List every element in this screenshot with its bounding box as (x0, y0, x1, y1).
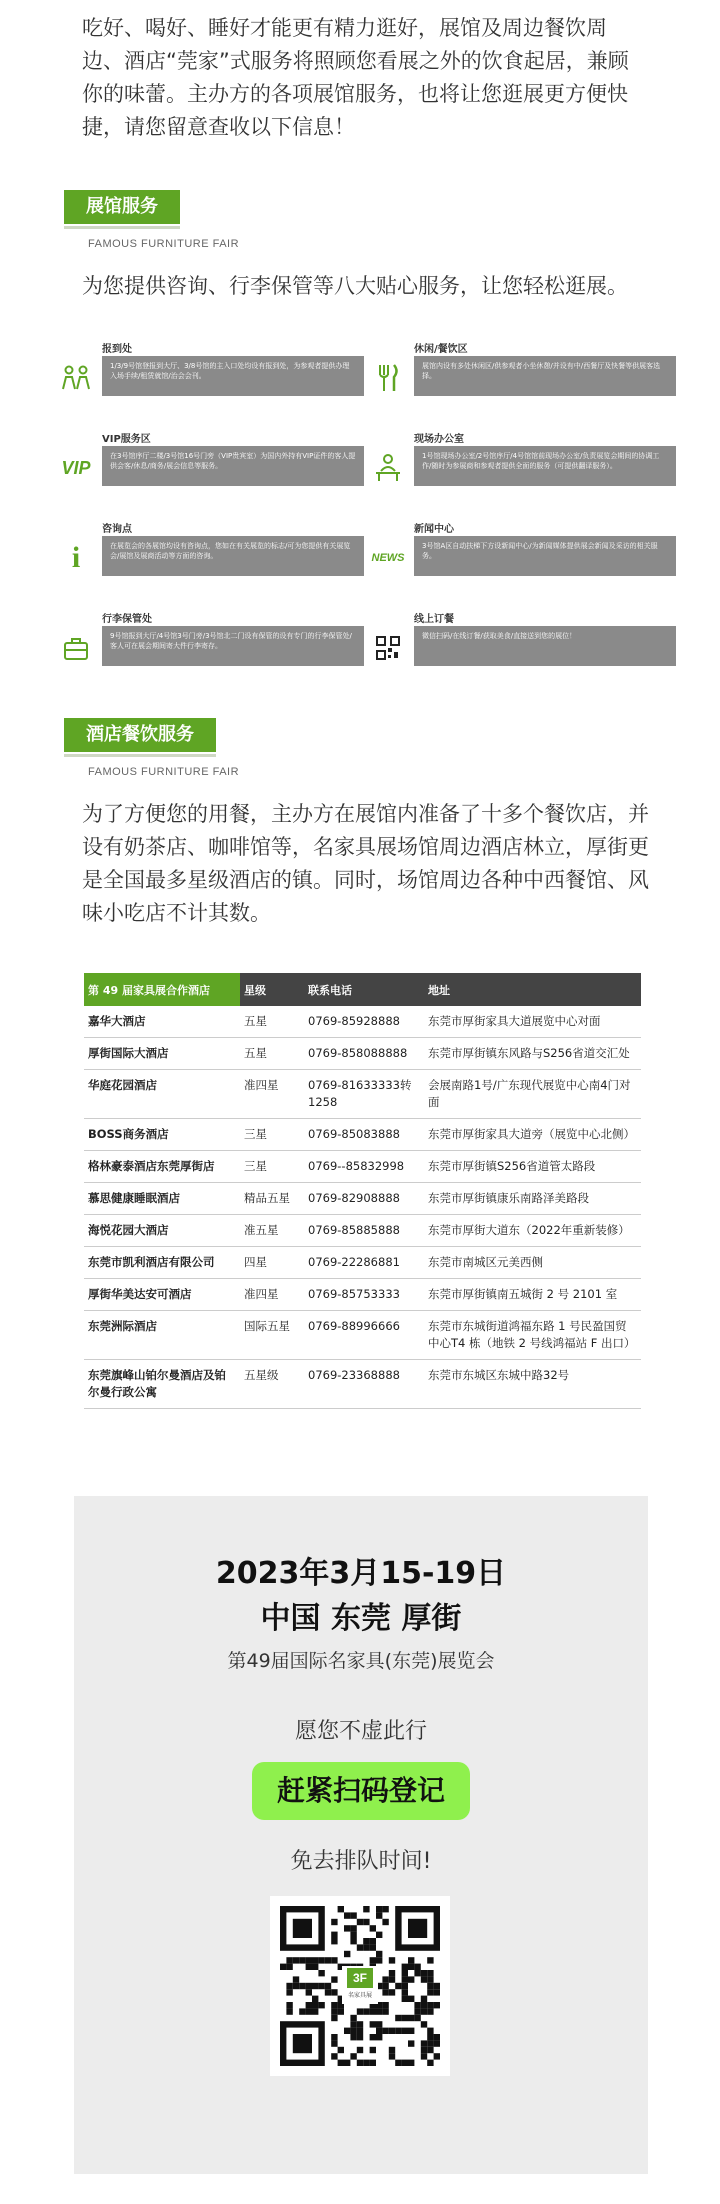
table-header-row (84, 973, 641, 1006)
service-desc: 9号馆报到大厅/4号馆3号门旁/3号馆北二门设有保管的设有专门的行李保管处/客人可在展会期间寄大件行李寄存。 (102, 626, 364, 666)
venue-section-subtitle: FAMOUS FURNITURE FAIR (88, 238, 240, 250)
table-row (84, 1247, 641, 1279)
hotel-table-body (84, 1006, 641, 1409)
hotel-star: 精品五星 (240, 1183, 304, 1215)
hotel-phone: 0769-85083888 (304, 1119, 424, 1151)
event-date: 2023年3月15-19日 (215, 1556, 507, 1591)
table-row (84, 1151, 641, 1183)
table-row (84, 1038, 641, 1070)
hotel-address: 东莞市厚街镇东风路与S256省道交汇处 (424, 1038, 641, 1070)
hotel-phone: 0769-85928888 (304, 1006, 424, 1038)
hotel-lead: 为了方便您的用餐，主办方在展馆内准备了十多个餐饮店，并设有奶茶店、咖啡馆等，名家具展场馆周边酒店林立，厚街更是全国最多星级酒店的镇。同时，场馆周边各种中西餐馆、风味小吃店不计其数。 (82, 802, 649, 925)
table-row (84, 1183, 641, 1215)
hotel-address: 东莞市厚街家具大道旁（展览中心北侧） (424, 1119, 641, 1151)
hotel-star: 五星 (240, 1006, 304, 1038)
hotel-name: 海悦花园大酒店 (84, 1215, 240, 1247)
service-desc: 在展览会的各展馆均设有咨询点，您如在有关展览的标志/可为您提供有关展览会/展馆及展商活动等方面的咨询。 (102, 536, 364, 576)
table-row (84, 1006, 641, 1038)
service-desc: 1/3/9号馆登报到大厅、3/8号馆的主入口处均设有报到处，为参观者提供办理入场手续/租赁就馆/治会会刊。 (102, 356, 364, 396)
hotel-name: 东莞市凯利酒店有限公司 (84, 1247, 240, 1279)
service-desc: 3号馆A区自动扶梯下方设新闻中心/为新闻媒体提供展会新闻及采访的相关服务。 (414, 536, 676, 576)
hotel-name: 东莞旗峰山铂尔曼酒店及铂尔曼行政公寓 (84, 1360, 240, 1409)
venue-section-title: 展馆服务 (64, 190, 180, 224)
people-icon (58, 360, 94, 396)
service-desc: 微信扫码/在线订餐/获取美食/直接送到您的展位！ (414, 626, 676, 666)
hotel-name: BOSS商务酒店 (84, 1119, 240, 1151)
hotel-star: 准四星 (240, 1070, 304, 1119)
hotel-address: 东莞市南城区元美西侧 (424, 1247, 641, 1279)
wish-text: 愿您不虚此行 (294, 1719, 427, 1744)
service-name: 线上订餐 (414, 614, 454, 625)
hotel-address: 东莞市厚街大道东（2022年重新装修） (424, 1215, 641, 1247)
hotel-star: 准四星 (240, 1279, 304, 1311)
fork-knife-icon (370, 360, 406, 396)
hotel-address: 东莞市东城区东城中路32号 (424, 1360, 641, 1409)
hotel-phone: 0769-23368888 (304, 1360, 424, 1409)
table-header: 联系电话 (304, 973, 424, 1006)
service-name: 报到处 (102, 344, 132, 355)
qr-logo-caption: 名家具展 (347, 1992, 372, 1999)
qr-logo (342, 1966, 378, 2004)
table-header: 地址 (424, 973, 641, 1006)
hotel-name: 厚街华美达安可酒店 (84, 1279, 240, 1311)
news-icon: NEWS (371, 552, 405, 564)
table-row (84, 1360, 641, 1409)
event-name: 第49届国际名家具(东莞)展览会 (227, 1650, 495, 1672)
hotel-name: 嘉华大酒店 (84, 1006, 240, 1038)
service-name: 休闲/餐饮区 (414, 344, 468, 355)
vip-icon: VIP (61, 457, 91, 478)
registration-qr-code[interactable] (270, 1896, 450, 2076)
hotel-address: 会展南路1号/广东现代展览中心南4门对面 (424, 1070, 641, 1119)
service-name: VIP服务区 (102, 434, 151, 445)
hotel-name: 厚街国际大酒店 (84, 1038, 240, 1070)
service-desc: 展馆内设有多处休闲区/供参观者小坐休憩/并设有中/西餐厅及快餐等供展客选择。 (414, 356, 676, 396)
hotel-section-header (64, 718, 364, 778)
hotel-name: 慕思健康睡眠酒店 (84, 1183, 240, 1215)
table-header: 星级 (240, 973, 304, 1006)
hotel-address: 东莞市厚街家具大道展览中心对面 (424, 1006, 641, 1038)
service-name: 咨询点 (102, 524, 132, 535)
registration-banner (74, 1496, 648, 2174)
table-header: 第 49 届家具展合作酒店 (84, 973, 240, 1006)
table-row (84, 1311, 641, 1360)
hotel-phone: 0769-858088888 (304, 1038, 424, 1070)
hotel-star: 四星 (240, 1247, 304, 1279)
service-desc: 1号馆现场办公室/2号馆序厅/4号馆馆前现场办公室/负责展览会期间的协调工作/随时为参展商和参观者提供全面的服务（可提供翻译服务）。 (414, 446, 676, 486)
venue-section-header (64, 190, 364, 250)
hotel-address: 东莞市厚街镇S256省道管太路段 (424, 1151, 641, 1183)
hotel-name: 格林豪泰酒店东莞厚街店 (84, 1151, 240, 1183)
hotel-section-title: 酒店餐饮服务 (64, 718, 216, 752)
hotel-star: 准五星 (240, 1215, 304, 1247)
hotel-phone: 0769-85753333 (304, 1279, 424, 1311)
service-name: 现场办公室 (414, 434, 464, 445)
service-name: 新闻中心 (414, 524, 454, 535)
hotel-phone: 0769-81633333转1258 (304, 1070, 424, 1119)
hotel-address: 东莞市厚街镇南五城街 2 号 2101 室 (424, 1279, 641, 1311)
service-name: 行李保管处 (102, 614, 152, 625)
hotel-table (84, 973, 641, 1409)
venue-lead: 为您提供咨询、行李保管等八大贴心服务，让您轻松逛展。 (82, 274, 628, 298)
hotel-star: 国际五星 (240, 1311, 304, 1360)
table-row (84, 1215, 641, 1247)
hotel-name: 东莞洲际酒店 (84, 1311, 240, 1360)
table-row (84, 1070, 641, 1119)
scan-register-button[interactable]: 赶紧扫码登记 (252, 1762, 470, 1820)
bag-icon (58, 630, 94, 666)
hotel-phone: 0769-88996666 (304, 1311, 424, 1360)
hotel-star: 五星 (240, 1038, 304, 1070)
intro-paragraph: 吃好、喝好、睡好才能更有精力逛好，展馆及周边餐饮周边、酒店“莞家”式服务将照顾您看展之外的饮食起居，兼顾你的味蕾。主办方的各项展馆服务，也将让您逛展更方便快捷，请您留意查收以下信息！ (82, 16, 629, 139)
hotel-star: 三星 (240, 1119, 304, 1151)
hotel-phone: 0769-82908888 (304, 1183, 424, 1215)
desk-person-icon (370, 450, 406, 486)
service-desc: 在3号馆序厅二楼/3号馆16号门旁（VIP贵宾室）为国内外持有VIP证件的客人提供会客/休息/商务/展会信息等服务。 (102, 446, 364, 486)
event-place: 中国 东莞 厚街 (260, 1601, 462, 1636)
qr-code-icon (370, 630, 406, 666)
hotel-phone: 0769-22286881 (304, 1247, 424, 1279)
table-row (84, 1119, 641, 1151)
info-icon: i (71, 541, 81, 574)
hotel-section-subtitle: FAMOUS FURNITURE FAIR (88, 766, 240, 778)
hotel-address: 东莞市东城街道鸿福东路 1 号民盈国贸中心T4 栋（地铁 2 号线鸿福站 F 出口） (424, 1311, 641, 1360)
qr-logo-badge: 3F (347, 1968, 373, 1988)
hotel-star: 三星 (240, 1151, 304, 1183)
hotel-phone: 0769--85832998 (304, 1151, 424, 1183)
hotel-phone: 0769-85885888 (304, 1215, 424, 1247)
hotel-star: 五星级 (240, 1360, 304, 1409)
hotel-name: 华庭花园酒店 (84, 1070, 240, 1119)
table-row (84, 1279, 641, 1311)
hotel-address: 东莞市厚街镇康乐南路泽美路段 (424, 1183, 641, 1215)
skip-queue-text: 免去排队时间! (290, 1849, 432, 1874)
